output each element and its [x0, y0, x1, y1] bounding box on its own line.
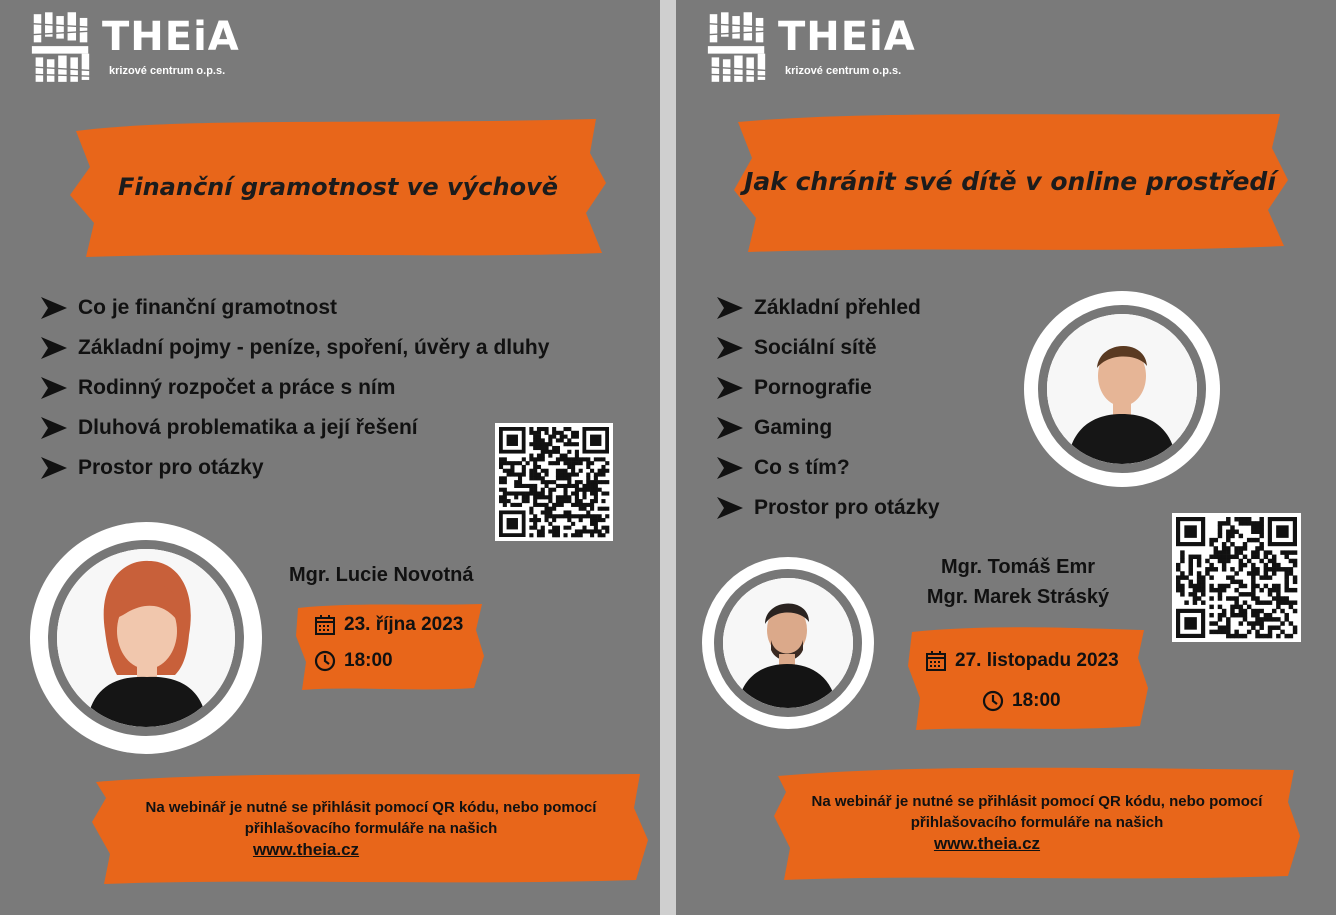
clock-icon: [982, 690, 1004, 712]
list-item: Co s tím?: [716, 448, 940, 488]
speaker-name: Mgr. Marek Stráský: [926, 586, 1110, 608]
calendar-icon: [314, 614, 336, 636]
registration-note-banner: [90, 768, 652, 888]
speaker-names: [918, 552, 1118, 612]
list-item: Co je finanční gramotnost: [40, 288, 549, 328]
list-item: Gaming: [716, 408, 940, 448]
list-item: Dluhová problematika a její řešení: [40, 408, 549, 448]
logo-subtitle: krizové centrum o.p.s.: [109, 65, 226, 77]
speaker-name: Mgr. Lucie Novotná: [289, 564, 474, 586]
registration-qr-code[interactable]: [495, 423, 613, 541]
portrait-image: [57, 549, 235, 727]
speaker-photo: [702, 557, 874, 729]
arrow-right-icon: [716, 336, 744, 360]
arrow-right-icon: [716, 376, 744, 400]
list-item: Základní pojmy - peníze, spoření, úvěry a dluhy: [40, 328, 549, 368]
poster-title: Jak chránit své dítě v online prostředí: [744, 166, 1276, 196]
topic-list: [716, 288, 940, 528]
portrait-image: [1047, 314, 1197, 464]
arrow-right-icon: [40, 376, 68, 400]
topic-list: [40, 288, 549, 488]
logo-name: THEiA: [102, 14, 240, 60]
arrow-right-icon: [40, 336, 68, 360]
speaker-name: Mgr. Tomáš Emr: [940, 556, 1096, 578]
speaker-photo: [30, 522, 262, 754]
list-item: Základní přehled: [716, 288, 940, 328]
event-date: 27. listopadu 2023: [925, 650, 1119, 672]
poster-title: Finanční gramotnost ve výchově: [117, 173, 559, 201]
title-banner: [730, 106, 1290, 256]
title-banner: [66, 113, 610, 261]
website-link[interactable]: www.theia.cz: [933, 833, 1041, 853]
theia-logo: [30, 8, 250, 92]
website-link[interactable]: www.theia.cz: [252, 839, 360, 859]
list-item: Sociální sítě: [716, 328, 940, 368]
event-time: 18:00: [314, 650, 393, 672]
note-line-2: přihlašovacího formuláře na našich: [910, 813, 1164, 831]
list-item: Prostor pro otázky: [716, 488, 940, 528]
list-item: Rodinný rozpočet a práce s ním: [40, 368, 549, 408]
arrow-right-icon: [716, 496, 744, 520]
logo-name: THEiA: [778, 14, 916, 60]
arrow-right-icon: [40, 416, 68, 440]
clock-icon: [314, 650, 336, 672]
arrow-right-icon: [40, 456, 68, 480]
webinar-poster-financial: [0, 0, 660, 915]
registration-note-banner: [772, 760, 1302, 884]
date-time-banner: [906, 622, 1150, 732]
arrow-right-icon: [716, 456, 744, 480]
speaker-photo: [1024, 291, 1220, 487]
arrow-right-icon: [40, 296, 68, 320]
logo-subtitle: krizové centrum o.p.s.: [785, 65, 902, 77]
registration-qr-code[interactable]: [1172, 513, 1301, 642]
note-line-1: Na webinář je nutné se přihlásit pomocí QR kódu, nebo pomocí: [145, 798, 597, 816]
list-item: Pornografie: [716, 368, 940, 408]
theia-logo: [706, 8, 926, 92]
event-time: 18:00: [982, 690, 1061, 712]
webinar-poster-online-safety: [676, 0, 1336, 915]
arrow-right-icon: [716, 296, 744, 320]
event-date: 23. října 2023: [314, 614, 463, 636]
arrow-right-icon: [716, 416, 744, 440]
calendar-icon: [925, 650, 947, 672]
note-line-2: přihlašovacího formuláře na našich: [244, 819, 498, 837]
note-line-1: Na webinář je nutné se přihlásit pomocí QR kódu, nebo pomocí: [811, 792, 1263, 810]
portrait-image: [723, 578, 853, 708]
list-item: Prostor pro otázky: [40, 448, 549, 488]
